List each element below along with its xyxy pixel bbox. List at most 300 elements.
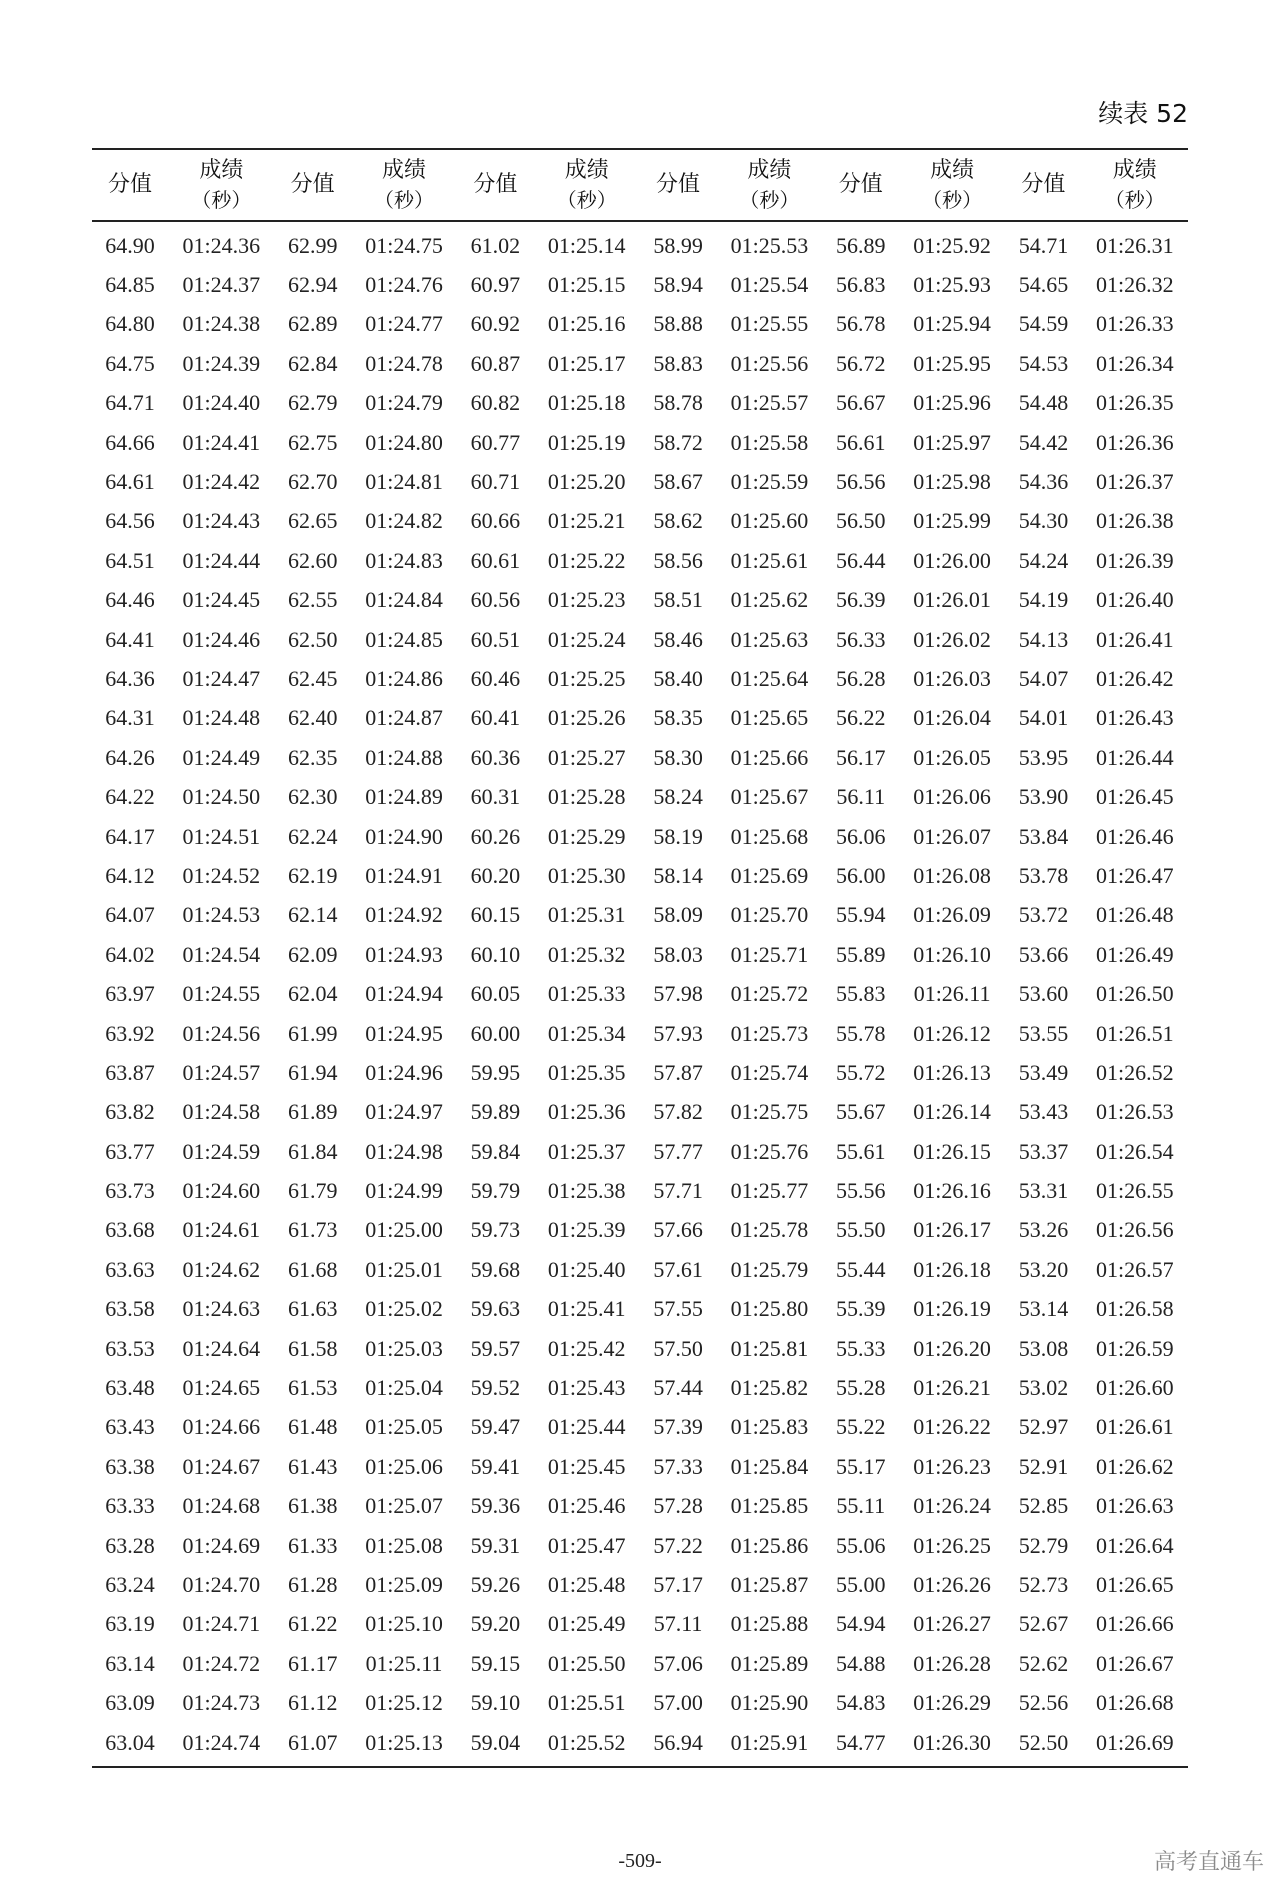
time-cell: 01:25.26 xyxy=(547,705,626,731)
score-cell: 59.15 xyxy=(470,1650,521,1676)
score-cell: 62.04 xyxy=(287,981,338,1007)
score-cell: 57.55 xyxy=(653,1296,703,1322)
time-cell: 01:26.13 xyxy=(913,1059,991,1085)
score-cell: 58.09 xyxy=(653,902,703,928)
header-time xyxy=(533,149,640,221)
time-cell: 01:25.32 xyxy=(547,941,626,967)
score-cell: 52.56 xyxy=(1018,1690,1069,1716)
header-time-label: 成绩 xyxy=(382,157,427,183)
table-row xyxy=(92,344,1188,383)
score-cell: 64.31 xyxy=(105,705,155,731)
time-cell: 01:25.68 xyxy=(730,823,809,849)
score-cell: 60.41 xyxy=(470,705,521,731)
time-cell: 01:25.77 xyxy=(730,1178,809,1204)
page-number: -509- xyxy=(618,1850,662,1872)
time-cell: 01:24.43 xyxy=(182,508,261,534)
score-cell: 53.90 xyxy=(1018,784,1069,810)
score-cell: 57.93 xyxy=(653,1020,703,1046)
time-cell: 01:26.40 xyxy=(1095,587,1174,613)
score-cell: 54.94 xyxy=(836,1611,886,1637)
time-cell: 01:25.82 xyxy=(730,1375,809,1401)
score-cell: 58.88 xyxy=(653,311,703,337)
table-row xyxy=(92,896,1188,935)
time-cell: 01:26.57 xyxy=(1095,1256,1174,1282)
time-cell: 01:25.88 xyxy=(730,1611,809,1637)
time-cell: 01:25.87 xyxy=(730,1571,809,1597)
score-cell: 59.04 xyxy=(470,1729,521,1755)
time-cell: 01:25.10 xyxy=(365,1611,443,1637)
score-cell: 62.19 xyxy=(287,862,338,888)
time-cell: 01:24.50 xyxy=(182,784,261,810)
table-row xyxy=(92,1290,1188,1329)
score-cell: 58.99 xyxy=(653,232,703,258)
time-cell: 01:26.15 xyxy=(913,1138,991,1164)
score-cell: 63.73 xyxy=(105,1178,155,1204)
time-cell: 01:25.69 xyxy=(730,862,809,888)
score-cell: 57.17 xyxy=(653,1571,703,1597)
table-header xyxy=(92,149,1188,221)
table-row xyxy=(92,974,1188,1013)
score-cell: 58.03 xyxy=(653,941,703,967)
score-cell: 62.60 xyxy=(287,547,338,573)
time-cell: 01:26.44 xyxy=(1095,744,1174,770)
header-score: 分值 xyxy=(1021,172,1066,198)
table-row xyxy=(92,659,1188,698)
time-cell: 01:25.27 xyxy=(547,744,626,770)
time-cell: 01:25.03 xyxy=(365,1335,443,1361)
table-row xyxy=(92,1053,1188,1092)
header-time xyxy=(1081,149,1188,221)
time-cell: 01:26.39 xyxy=(1095,547,1174,573)
score-cell: 54.83 xyxy=(836,1690,886,1716)
score-table-container xyxy=(92,148,1188,1768)
header-time-unit: （秒） xyxy=(739,188,800,213)
time-cell: 01:25.18 xyxy=(547,390,626,416)
table-row xyxy=(92,699,1188,738)
score-cell: 57.33 xyxy=(653,1453,703,1479)
time-cell: 01:25.41 xyxy=(547,1296,626,1322)
time-cell: 01:24.73 xyxy=(182,1690,261,1716)
time-cell: 01:25.34 xyxy=(547,1020,626,1046)
score-cell: 59.26 xyxy=(470,1571,521,1597)
time-cell: 01:25.94 xyxy=(913,311,991,337)
time-cell: 01:26.26 xyxy=(913,1571,991,1597)
score-cell: 52.91 xyxy=(1018,1453,1069,1479)
score-cell: 53.26 xyxy=(1018,1217,1069,1243)
time-cell: 01:25.55 xyxy=(730,311,809,337)
score-cell: 62.40 xyxy=(287,705,338,731)
time-cell: 01:25.81 xyxy=(730,1335,809,1361)
table-row xyxy=(92,620,1188,659)
score-cell: 63.77 xyxy=(105,1138,155,1164)
time-cell: 01:24.82 xyxy=(365,508,443,534)
time-cell: 01:25.02 xyxy=(365,1296,443,1322)
score-cell: 59.95 xyxy=(470,1059,521,1085)
time-cell: 01:26.22 xyxy=(913,1414,991,1440)
score-cell: 60.05 xyxy=(470,981,521,1007)
score-cell: 55.06 xyxy=(836,1532,886,1558)
score-cell: 59.57 xyxy=(470,1335,521,1361)
time-cell: 01:25.80 xyxy=(730,1296,809,1322)
score-cell: 53.84 xyxy=(1018,823,1069,849)
time-cell: 01:24.69 xyxy=(182,1532,261,1558)
time-cell: 01:25.79 xyxy=(730,1256,809,1282)
time-cell: 01:25.85 xyxy=(730,1493,809,1519)
time-cell: 01:26.50 xyxy=(1095,981,1174,1007)
time-cell: 01:25.01 xyxy=(365,1256,443,1282)
header-time-label: 成绩 xyxy=(564,157,609,183)
time-cell: 01:26.45 xyxy=(1095,784,1174,810)
time-cell: 01:26.38 xyxy=(1095,508,1174,534)
time-cell: 01:25.40 xyxy=(547,1256,626,1282)
score-cell: 60.00 xyxy=(470,1020,521,1046)
table-row xyxy=(92,1526,1188,1565)
time-cell: 01:26.60 xyxy=(1095,1375,1174,1401)
score-cell: 55.94 xyxy=(836,902,886,928)
score-cell: 55.44 xyxy=(836,1256,886,1282)
time-cell: 01:26.28 xyxy=(913,1650,991,1676)
header-time-unit: （秒） xyxy=(374,188,435,213)
score-cell: 59.10 xyxy=(470,1690,521,1716)
header-time xyxy=(899,149,1006,221)
time-cell: 01:26.12 xyxy=(913,1020,991,1046)
header-row xyxy=(92,149,1188,221)
time-cell: 01:25.54 xyxy=(730,272,809,298)
table-row xyxy=(92,221,1188,265)
score-cell: 56.89 xyxy=(836,232,886,258)
time-cell: 01:25.67 xyxy=(730,784,809,810)
score-cell: 54.30 xyxy=(1018,508,1069,534)
time-cell: 01:25.29 xyxy=(547,823,626,849)
time-cell: 01:25.25 xyxy=(547,665,626,691)
time-cell: 01:24.40 xyxy=(182,390,261,416)
score-cell: 62.14 xyxy=(287,902,338,928)
time-cell: 01:25.14 xyxy=(547,232,626,258)
time-cell: 01:25.05 xyxy=(365,1414,443,1440)
score-cell: 53.37 xyxy=(1018,1138,1069,1164)
time-cell: 01:26.23 xyxy=(913,1453,991,1479)
time-cell: 01:25.12 xyxy=(365,1690,443,1716)
score-cell: 63.48 xyxy=(105,1375,155,1401)
time-cell: 01:25.23 xyxy=(547,587,626,613)
score-cell: 62.45 xyxy=(287,665,338,691)
score-cell: 61.89 xyxy=(287,1099,338,1125)
time-cell: 01:26.21 xyxy=(913,1375,991,1401)
score-cell: 63.04 xyxy=(105,1729,155,1755)
time-cell: 01:26.03 xyxy=(913,665,991,691)
time-cell: 01:24.84 xyxy=(365,587,443,613)
time-cell: 01:26.16 xyxy=(913,1178,991,1204)
table-body xyxy=(92,221,1188,1767)
score-cell: 56.39 xyxy=(836,587,886,613)
score-cell: 53.66 xyxy=(1018,941,1069,967)
score-cell: 58.19 xyxy=(653,823,703,849)
time-cell: 01:24.99 xyxy=(365,1178,443,1204)
score-cell: 57.77 xyxy=(653,1138,703,1164)
table-row xyxy=(92,1683,1188,1722)
table-row xyxy=(92,1447,1188,1486)
time-cell: 01:25.83 xyxy=(730,1414,809,1440)
time-cell: 01:24.44 xyxy=(182,547,261,573)
score-cell: 61.07 xyxy=(287,1729,338,1755)
time-cell: 01:24.52 xyxy=(182,862,261,888)
score-cell: 55.89 xyxy=(836,941,886,967)
score-cell: 62.79 xyxy=(287,390,338,416)
score-cell: 52.79 xyxy=(1018,1532,1069,1558)
score-cell: 62.30 xyxy=(287,784,338,810)
score-cell: 55.22 xyxy=(836,1414,886,1440)
score-cell: 59.79 xyxy=(470,1178,521,1204)
time-cell: 01:25.56 xyxy=(730,350,809,376)
score-cell: 63.87 xyxy=(105,1059,155,1085)
score-cell: 58.30 xyxy=(653,744,703,770)
time-cell: 01:26.55 xyxy=(1095,1178,1174,1204)
table-row xyxy=(92,1723,1188,1767)
time-cell: 01:25.47 xyxy=(547,1532,626,1558)
table-row xyxy=(92,384,1188,423)
time-cell: 01:24.64 xyxy=(182,1335,261,1361)
time-cell: 01:24.53 xyxy=(182,902,261,928)
table-row xyxy=(92,817,1188,856)
time-cell: 01:24.59 xyxy=(182,1138,261,1164)
score-cell: 61.73 xyxy=(287,1217,338,1243)
header-time-label: 成绩 xyxy=(747,157,792,183)
score-cell: 64.71 xyxy=(105,390,155,416)
time-cell: 01:26.14 xyxy=(913,1099,991,1125)
score-cell: 63.43 xyxy=(105,1414,155,1440)
score-cell: 64.12 xyxy=(105,862,155,888)
score-cell: 57.06 xyxy=(653,1650,703,1676)
time-cell: 01:24.92 xyxy=(365,902,443,928)
time-cell: 01:24.62 xyxy=(182,1256,261,1282)
time-cell: 01:26.68 xyxy=(1095,1690,1174,1716)
time-cell: 01:25.07 xyxy=(365,1493,443,1519)
time-cell: 01:26.18 xyxy=(913,1256,991,1282)
time-cell: 01:24.97 xyxy=(365,1099,443,1125)
score-cell: 61.12 xyxy=(287,1690,338,1716)
time-cell: 01:24.78 xyxy=(365,350,443,376)
score-cell: 61.48 xyxy=(287,1414,338,1440)
time-cell: 01:26.17 xyxy=(913,1217,991,1243)
time-cell: 01:25.42 xyxy=(547,1335,626,1361)
time-cell: 01:26.08 xyxy=(913,862,991,888)
time-cell: 01:26.48 xyxy=(1095,902,1174,928)
time-cell: 01:26.64 xyxy=(1095,1532,1174,1558)
time-cell: 01:26.01 xyxy=(913,587,991,613)
time-cell: 01:26.53 xyxy=(1095,1099,1174,1125)
time-cell: 01:25.71 xyxy=(730,941,809,967)
score-cell: 61.33 xyxy=(287,1532,338,1558)
time-cell: 01:26.67 xyxy=(1095,1650,1174,1676)
time-cell: 01:24.83 xyxy=(365,547,443,573)
time-cell: 01:24.47 xyxy=(182,665,261,691)
score-cell: 61.58 xyxy=(287,1335,338,1361)
time-cell: 01:26.20 xyxy=(913,1335,991,1361)
score-cell: 56.50 xyxy=(836,508,886,534)
time-cell: 01:24.46 xyxy=(182,626,261,652)
time-cell: 01:26.66 xyxy=(1095,1611,1174,1637)
score-cell: 64.56 xyxy=(105,508,155,534)
score-cell: 62.24 xyxy=(287,823,338,849)
score-cell: 64.41 xyxy=(105,626,155,652)
score-cell: 56.44 xyxy=(836,547,886,573)
time-cell: 01:24.54 xyxy=(182,941,261,967)
time-cell: 01:24.38 xyxy=(182,311,261,337)
score-cell: 59.73 xyxy=(470,1217,521,1243)
time-cell: 01:26.51 xyxy=(1095,1020,1174,1046)
score-cell: 61.63 xyxy=(287,1296,338,1322)
time-cell: 01:25.73 xyxy=(730,1020,809,1046)
time-cell: 01:26.59 xyxy=(1095,1335,1174,1361)
score-cell: 61.79 xyxy=(287,1178,338,1204)
score-cell: 53.60 xyxy=(1018,981,1069,1007)
table-row xyxy=(92,1329,1188,1368)
header-score: 分值 xyxy=(290,172,335,198)
score-cell: 62.94 xyxy=(287,272,338,298)
score-cell: 61.94 xyxy=(287,1059,338,1085)
score-cell: 64.17 xyxy=(105,823,155,849)
score-cell: 54.19 xyxy=(1018,587,1069,613)
score-cell: 56.72 xyxy=(836,350,886,376)
time-cell: 01:25.04 xyxy=(365,1375,443,1401)
table-row xyxy=(92,1250,1188,1289)
score-cell: 57.61 xyxy=(653,1256,703,1282)
score-cell: 60.97 xyxy=(470,272,521,298)
header-time xyxy=(168,149,275,221)
time-cell: 01:24.51 xyxy=(182,823,261,849)
time-cell: 01:25.39 xyxy=(547,1217,626,1243)
time-cell: 01:25.65 xyxy=(730,705,809,731)
score-cell: 54.65 xyxy=(1018,272,1069,298)
header-time-label: 成绩 xyxy=(930,157,975,183)
score-cell: 60.15 xyxy=(470,902,521,928)
score-cell: 55.39 xyxy=(836,1296,886,1322)
time-cell: 01:25.15 xyxy=(547,272,626,298)
score-cell: 52.67 xyxy=(1018,1611,1069,1637)
header-time-label: 成绩 xyxy=(199,157,244,183)
score-cell: 55.78 xyxy=(836,1020,886,1046)
time-cell: 01:24.41 xyxy=(182,429,261,455)
time-cell: 01:24.94 xyxy=(365,981,443,1007)
table-caption: 续表 52 xyxy=(1098,99,1188,128)
table-row xyxy=(92,423,1188,462)
time-cell: 01:24.87 xyxy=(365,705,443,731)
score-cell: 62.84 xyxy=(287,350,338,376)
time-cell: 01:24.81 xyxy=(365,469,443,495)
time-cell: 01:25.53 xyxy=(730,232,809,258)
time-cell: 01:24.75 xyxy=(365,232,443,258)
time-cell: 01:26.24 xyxy=(913,1493,991,1519)
score-table xyxy=(92,148,1188,1768)
time-cell: 01:25.58 xyxy=(730,429,809,455)
score-cell: 64.51 xyxy=(105,547,155,573)
header-time-unit: （秒） xyxy=(922,188,983,213)
time-cell: 01:24.37 xyxy=(182,272,261,298)
time-cell: 01:25.60 xyxy=(730,508,809,534)
time-cell: 01:26.29 xyxy=(913,1690,991,1716)
score-cell: 62.55 xyxy=(287,587,338,613)
score-cell: 54.01 xyxy=(1018,705,1069,731)
time-cell: 01:24.63 xyxy=(182,1296,261,1322)
score-cell: 63.09 xyxy=(105,1690,155,1716)
score-cell: 64.66 xyxy=(105,429,155,455)
time-cell: 01:25.57 xyxy=(730,390,809,416)
time-cell: 01:24.98 xyxy=(365,1138,443,1164)
score-cell: 57.50 xyxy=(653,1335,703,1361)
time-cell: 01:26.42 xyxy=(1095,665,1174,691)
time-cell: 01:24.71 xyxy=(182,1611,261,1637)
score-cell: 60.82 xyxy=(470,390,521,416)
time-cell: 01:26.04 xyxy=(913,705,991,731)
score-cell: 55.72 xyxy=(836,1059,886,1085)
table-row xyxy=(92,856,1188,895)
time-cell: 01:26.37 xyxy=(1095,469,1174,495)
time-cell: 01:26.47 xyxy=(1095,862,1174,888)
score-cell: 64.36 xyxy=(105,665,155,691)
time-cell: 01:24.89 xyxy=(365,784,443,810)
time-cell: 01:24.72 xyxy=(182,1650,261,1676)
score-cell: 60.71 xyxy=(470,469,521,495)
score-cell: 60.31 xyxy=(470,784,521,810)
score-cell: 61.28 xyxy=(287,1571,338,1597)
time-cell: 01:25.16 xyxy=(547,311,626,337)
time-cell: 01:26.33 xyxy=(1095,311,1174,337)
score-cell: 56.17 xyxy=(836,744,886,770)
time-cell: 01:25.35 xyxy=(547,1059,626,1085)
score-cell: 57.22 xyxy=(653,1532,703,1558)
header-time-unit: （秒） xyxy=(191,188,252,213)
time-cell: 01:25.17 xyxy=(547,350,626,376)
score-cell: 62.65 xyxy=(287,508,338,534)
time-cell: 01:26.32 xyxy=(1095,272,1174,298)
score-cell: 53.43 xyxy=(1018,1099,1069,1125)
table-row xyxy=(92,305,1188,344)
table-row xyxy=(92,541,1188,580)
time-cell: 01:26.10 xyxy=(913,941,991,967)
score-cell: 55.61 xyxy=(836,1138,886,1164)
score-cell: 55.56 xyxy=(836,1178,886,1204)
score-cell: 53.95 xyxy=(1018,744,1069,770)
time-cell: 01:25.48 xyxy=(547,1571,626,1597)
score-cell: 54.42 xyxy=(1018,429,1069,455)
time-cell: 01:24.57 xyxy=(182,1059,261,1085)
time-cell: 01:25.78 xyxy=(730,1217,809,1243)
table-row xyxy=(92,1211,1188,1250)
header-time-unit: （秒） xyxy=(556,188,617,213)
time-cell: 01:24.45 xyxy=(182,587,261,613)
score-cell: 63.58 xyxy=(105,1296,155,1322)
score-cell: 61.43 xyxy=(287,1453,338,1479)
score-cell: 61.53 xyxy=(287,1375,338,1401)
table-row xyxy=(92,502,1188,541)
time-cell: 01:25.76 xyxy=(730,1138,809,1164)
time-cell: 01:24.88 xyxy=(365,744,443,770)
score-cell: 53.55 xyxy=(1018,1020,1069,1046)
time-cell: 01:24.86 xyxy=(365,665,443,691)
score-cell: 58.72 xyxy=(653,429,703,455)
score-cell: 61.02 xyxy=(470,232,521,258)
time-cell: 01:25.91 xyxy=(730,1729,809,1755)
header-time-unit: （秒） xyxy=(1104,188,1165,213)
time-cell: 01:25.38 xyxy=(547,1178,626,1204)
time-cell: 01:25.74 xyxy=(730,1059,809,1085)
time-cell: 01:24.91 xyxy=(365,862,443,888)
time-cell: 01:25.66 xyxy=(730,744,809,770)
time-cell: 01:24.55 xyxy=(182,981,261,1007)
time-cell: 01:25.00 xyxy=(365,1217,443,1243)
score-cell: 60.61 xyxy=(470,547,521,573)
header-time xyxy=(351,149,458,221)
